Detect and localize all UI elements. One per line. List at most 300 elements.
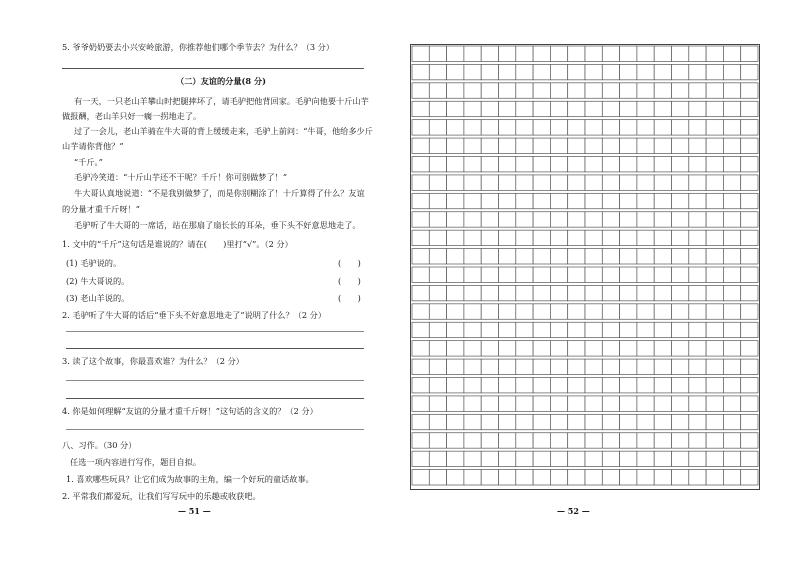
grid-cell xyxy=(550,285,567,300)
grid-cell xyxy=(585,120,602,135)
grid-cell xyxy=(654,322,671,337)
grid-cell xyxy=(723,322,740,337)
grid-cell xyxy=(533,304,550,319)
grid-cell xyxy=(516,267,533,282)
grid-cell xyxy=(516,396,533,411)
grid-cell xyxy=(464,341,481,356)
grid-cell xyxy=(464,120,481,135)
grid-cell xyxy=(499,120,516,135)
grid-cell xyxy=(429,101,446,116)
grid-cell xyxy=(585,230,602,245)
grid-cell xyxy=(464,414,481,429)
writing-grid xyxy=(410,44,760,490)
grid-cell xyxy=(741,193,758,208)
grid-cell xyxy=(654,396,671,411)
q1-option-2: (2) 牛大哥说的。 xyxy=(66,276,130,286)
grid-cell xyxy=(412,83,429,98)
grid-cell xyxy=(550,230,567,245)
grid-cell xyxy=(481,414,498,429)
grid-cell xyxy=(429,396,446,411)
section-8-title: 八、习作。（30 分） xyxy=(62,440,137,450)
grid-cell xyxy=(481,304,498,319)
grid-cell xyxy=(723,267,740,282)
grid-cell xyxy=(602,433,619,448)
grid-cell xyxy=(481,175,498,190)
grid-cell xyxy=(481,64,498,79)
grid-cell xyxy=(741,378,758,393)
grid-cell xyxy=(741,46,758,61)
grid-cell xyxy=(568,267,585,282)
grid-cell xyxy=(516,120,533,135)
grid-cell xyxy=(533,230,550,245)
grid-cell xyxy=(533,138,550,153)
grid-cell xyxy=(637,267,654,282)
grid-cell xyxy=(447,138,464,153)
grid-cell xyxy=(499,193,516,208)
grid-cell xyxy=(672,46,689,61)
grid-cell xyxy=(464,322,481,337)
passage-line: 有一天，一只老山羊攀山时把腿摔坏了，请毛驴把他背回家。毛驴向他要十斤山芋 xyxy=(74,96,369,106)
grid-cell xyxy=(412,230,429,245)
grid-cell xyxy=(706,414,723,429)
question-2: 2. 毛驴听了牛大哥的话后“垂下头不好意思地走了”说明了什么？（2 分） xyxy=(62,310,327,320)
grid-cell xyxy=(672,83,689,98)
grid-cell xyxy=(429,175,446,190)
grid-cell xyxy=(585,470,602,485)
grid-cell xyxy=(412,451,429,466)
grid-cell xyxy=(620,322,637,337)
grid-cell xyxy=(499,322,516,337)
grid-cell xyxy=(447,267,464,282)
grid-cell xyxy=(637,138,654,153)
grid-cell xyxy=(672,378,689,393)
grid-cell xyxy=(585,396,602,411)
grid-cell xyxy=(464,359,481,374)
grid-cell xyxy=(620,193,637,208)
page-number-right: — 52 — xyxy=(557,506,590,516)
passage-line: 的分量才重千斤呀！” xyxy=(62,204,140,214)
grid-cell xyxy=(447,396,464,411)
section-title: （二）友谊的分量(8 分) xyxy=(176,76,266,86)
grid-cell xyxy=(447,451,464,466)
grid-cell xyxy=(706,341,723,356)
grid-cell xyxy=(533,396,550,411)
grid-cell xyxy=(689,433,706,448)
grid-cell xyxy=(481,101,498,116)
grid-cell xyxy=(533,157,550,172)
grid-cell xyxy=(585,193,602,208)
grid-cell xyxy=(689,83,706,98)
grid-cell xyxy=(602,267,619,282)
grid-cell xyxy=(654,46,671,61)
grid-cell xyxy=(464,470,481,485)
grid-cell xyxy=(464,83,481,98)
grid-cell xyxy=(637,359,654,374)
grid-cell xyxy=(412,470,429,485)
grid-cell xyxy=(429,341,446,356)
section-8-item-1: 1. 喜欢哪些玩具？让它们成为故事的主角，编一个好玩的童话故事。 xyxy=(66,474,314,484)
grid-cell xyxy=(723,304,740,319)
grid-cell xyxy=(672,157,689,172)
grid-cell xyxy=(689,359,706,374)
grid-cell xyxy=(620,341,637,356)
grid-cell xyxy=(637,101,654,116)
grid-cell xyxy=(412,433,429,448)
grid-cell xyxy=(672,175,689,190)
grid-cell xyxy=(637,120,654,135)
grid-cell xyxy=(481,396,498,411)
grid-cell xyxy=(499,101,516,116)
grid-cell xyxy=(741,322,758,337)
grid-cell xyxy=(447,304,464,319)
grid-cell xyxy=(654,451,671,466)
grid-cell xyxy=(620,304,637,319)
grid-cell xyxy=(499,359,516,374)
grid-cell xyxy=(464,138,481,153)
grid-cell xyxy=(741,230,758,245)
grid-cell xyxy=(672,396,689,411)
grid-cell xyxy=(550,396,567,411)
grid-cell xyxy=(533,285,550,300)
grid-cell xyxy=(654,341,671,356)
grid-cell xyxy=(568,157,585,172)
grid-cell xyxy=(620,212,637,227)
grid-cell xyxy=(723,341,740,356)
grid-cell xyxy=(620,359,637,374)
grid-cell xyxy=(706,138,723,153)
grid-cell xyxy=(723,249,740,264)
grid-cell xyxy=(602,304,619,319)
grid-cell xyxy=(706,285,723,300)
grid-cell xyxy=(741,451,758,466)
grid-cell xyxy=(741,396,758,411)
grid-cell xyxy=(464,212,481,227)
grid-cell xyxy=(447,322,464,337)
grid-cell xyxy=(412,396,429,411)
grid-cell xyxy=(585,433,602,448)
grid-cell xyxy=(447,470,464,485)
grid-cell xyxy=(464,378,481,393)
grid-cell xyxy=(723,193,740,208)
grid-cell xyxy=(533,249,550,264)
grid-cell xyxy=(464,285,481,300)
grid-cell xyxy=(550,378,567,393)
grid-cell xyxy=(499,175,516,190)
grid-cell xyxy=(568,138,585,153)
grid-cell xyxy=(585,322,602,337)
grid-cell xyxy=(412,378,429,393)
grid-cell xyxy=(429,285,446,300)
grid-cell xyxy=(602,378,619,393)
grid-cell xyxy=(464,175,481,190)
grid-cell xyxy=(602,193,619,208)
grid-cell xyxy=(516,83,533,98)
grid-cell xyxy=(637,322,654,337)
grid-cell xyxy=(429,414,446,429)
grid-cell xyxy=(706,470,723,485)
grid-cell xyxy=(654,249,671,264)
grid-cell xyxy=(723,138,740,153)
grid-cell xyxy=(741,433,758,448)
grid-cell xyxy=(568,249,585,264)
grid-cell xyxy=(585,451,602,466)
grid-cell xyxy=(429,433,446,448)
grid-cell xyxy=(637,64,654,79)
grid-cell xyxy=(654,470,671,485)
grid-cell xyxy=(533,267,550,282)
grid-cell xyxy=(516,304,533,319)
grid-cell xyxy=(602,451,619,466)
grid-cell xyxy=(499,451,516,466)
grid-cell xyxy=(620,138,637,153)
grid-cell xyxy=(706,322,723,337)
grid-cell xyxy=(568,285,585,300)
grid-cell xyxy=(499,396,516,411)
grid-cell xyxy=(637,193,654,208)
grid-cell xyxy=(568,193,585,208)
grid-cell xyxy=(654,64,671,79)
answer-line xyxy=(66,398,364,399)
question-5: 5. 爷爷奶奶要去小兴安岭旅游，你推荐他们哪个季节去？为什么？（3 分） xyxy=(62,42,335,52)
grid-cell xyxy=(412,64,429,79)
grid-cell xyxy=(550,470,567,485)
grid-cell xyxy=(602,120,619,135)
grid-cell xyxy=(672,304,689,319)
grid-cell xyxy=(672,249,689,264)
grid-cell xyxy=(516,175,533,190)
grid-cell xyxy=(464,193,481,208)
grid-cell xyxy=(689,101,706,116)
grid-cell xyxy=(533,414,550,429)
grid-cell xyxy=(499,470,516,485)
grid-cell xyxy=(464,433,481,448)
grid-cell xyxy=(723,433,740,448)
grid-cell xyxy=(654,212,671,227)
grid-cell xyxy=(602,175,619,190)
grid-cell xyxy=(706,396,723,411)
grid-cell xyxy=(516,46,533,61)
grid-cell xyxy=(429,359,446,374)
grid-cell xyxy=(429,451,446,466)
grid-cell xyxy=(412,175,429,190)
grid-cell xyxy=(620,120,637,135)
grid-cell xyxy=(689,138,706,153)
grid-cell xyxy=(533,101,550,116)
grid-cell xyxy=(723,175,740,190)
grid-cell xyxy=(602,138,619,153)
grid-cell xyxy=(516,157,533,172)
grid-cell xyxy=(689,378,706,393)
grid-cell xyxy=(533,359,550,374)
grid-cell xyxy=(429,46,446,61)
grid-cell xyxy=(723,64,740,79)
grid-cell xyxy=(429,249,446,264)
grid-cell xyxy=(741,157,758,172)
grid-cell xyxy=(654,175,671,190)
grid-cell xyxy=(533,470,550,485)
grid-cell xyxy=(602,396,619,411)
grid-cell xyxy=(481,285,498,300)
grid-cell xyxy=(464,157,481,172)
grid-cell xyxy=(481,120,498,135)
grid-cell xyxy=(568,64,585,79)
grid-cell xyxy=(429,322,446,337)
grid-cell xyxy=(706,193,723,208)
grid-cell xyxy=(706,359,723,374)
grid-cell xyxy=(550,138,567,153)
grid-cell xyxy=(533,322,550,337)
grid-cell xyxy=(741,414,758,429)
grid-cell xyxy=(412,285,429,300)
grid-cell xyxy=(516,64,533,79)
grid-cell xyxy=(620,249,637,264)
grid-cell xyxy=(429,64,446,79)
answer-paren: ( ) xyxy=(338,293,361,303)
grid-cell xyxy=(620,101,637,116)
grid-cell xyxy=(637,396,654,411)
grid-cell xyxy=(447,101,464,116)
grid-cell xyxy=(516,451,533,466)
grid-cell xyxy=(706,451,723,466)
grid-cell xyxy=(412,212,429,227)
grid-cell xyxy=(620,157,637,172)
grid-cell xyxy=(429,120,446,135)
grid-cell xyxy=(516,101,533,116)
answer-line xyxy=(66,429,364,430)
grid-cell xyxy=(533,341,550,356)
grid-cell xyxy=(499,267,516,282)
grid-cell xyxy=(464,64,481,79)
grid-cell xyxy=(568,414,585,429)
section-8-intro: 任选一项内容进行写作，题目自拟。 xyxy=(70,457,202,467)
answer-line xyxy=(66,380,364,381)
grid-cell xyxy=(689,470,706,485)
grid-cell xyxy=(672,212,689,227)
passage-line: 牛大哥认真地说道：“不是我别做梦了，而是你别糊涂了！十斤算得了什么？友谊 xyxy=(74,188,365,198)
grid-cell xyxy=(533,451,550,466)
grid-cell xyxy=(499,285,516,300)
grid-cell xyxy=(706,120,723,135)
grid-cell xyxy=(585,212,602,227)
grid-cell xyxy=(481,230,498,245)
grid-cell xyxy=(516,414,533,429)
grid-cell xyxy=(654,193,671,208)
grid-cell xyxy=(620,396,637,411)
grid-cell xyxy=(481,138,498,153)
grid-cell xyxy=(412,359,429,374)
grid-cell xyxy=(412,120,429,135)
passage-line: “千斤。” xyxy=(74,157,103,167)
grid-cell xyxy=(654,359,671,374)
grid-cell xyxy=(585,341,602,356)
grid-cell xyxy=(499,138,516,153)
grid-cell xyxy=(654,138,671,153)
grid-cell xyxy=(585,267,602,282)
answer-line xyxy=(66,348,364,349)
grid-cell xyxy=(447,157,464,172)
grid-cell xyxy=(412,267,429,282)
grid-cell xyxy=(568,470,585,485)
grid-cell xyxy=(499,212,516,227)
q1-option-3: (3) 老山羊说的。 xyxy=(66,293,130,303)
grid-cell xyxy=(706,267,723,282)
grid-cell xyxy=(447,341,464,356)
grid-cell xyxy=(481,378,498,393)
grid-cell xyxy=(568,359,585,374)
grid-cell xyxy=(706,212,723,227)
grid-cell xyxy=(723,46,740,61)
grid-cell xyxy=(447,64,464,79)
section-8-item-2: 2. 平常我们都爱玩，让我们写写玩中的乐趣或收获吧。 xyxy=(62,491,261,501)
grid-cell xyxy=(672,101,689,116)
grid-cell xyxy=(620,470,637,485)
answer-paren: ( ) xyxy=(338,276,361,286)
grid-cell xyxy=(741,285,758,300)
grid-cell xyxy=(533,175,550,190)
grid-cell xyxy=(602,322,619,337)
grid-cell xyxy=(672,433,689,448)
grid-cell xyxy=(689,285,706,300)
grid-cell xyxy=(741,138,758,153)
grid-cell xyxy=(637,433,654,448)
grid-cell xyxy=(654,157,671,172)
grid-cell xyxy=(550,341,567,356)
grid-cell xyxy=(464,46,481,61)
grid-cell xyxy=(429,304,446,319)
grid-cell xyxy=(499,46,516,61)
grid-cell xyxy=(447,249,464,264)
grid-cell xyxy=(723,451,740,466)
grid-cell xyxy=(568,101,585,116)
grid-cell xyxy=(706,101,723,116)
grid-cell xyxy=(602,101,619,116)
grid-cell xyxy=(429,267,446,282)
grid-cell xyxy=(602,470,619,485)
grid-cell xyxy=(429,138,446,153)
grid-cell xyxy=(550,64,567,79)
grid-cell xyxy=(550,451,567,466)
grid-cell xyxy=(723,359,740,374)
grid-cell xyxy=(550,414,567,429)
grid-cell xyxy=(550,101,567,116)
grid-cell xyxy=(637,175,654,190)
grid-cell xyxy=(654,120,671,135)
grid-cell xyxy=(568,451,585,466)
grid-cell xyxy=(654,433,671,448)
grid-cell xyxy=(429,378,446,393)
grid-cell xyxy=(620,378,637,393)
grid-cell xyxy=(550,83,567,98)
grid-cell xyxy=(516,249,533,264)
grid-cell xyxy=(481,46,498,61)
grid-cell xyxy=(464,101,481,116)
grid-cell xyxy=(602,64,619,79)
grid-cell xyxy=(412,341,429,356)
grid-cell xyxy=(654,101,671,116)
grid-cell xyxy=(620,267,637,282)
grid-cell xyxy=(533,433,550,448)
grid-cell xyxy=(533,46,550,61)
passage-line: 做报酬，老山羊只好一瘸一拐地走了。 xyxy=(62,111,202,121)
grid-cell xyxy=(620,64,637,79)
grid-cell xyxy=(637,157,654,172)
answer-paren: ( ) xyxy=(338,258,361,268)
grid-cell xyxy=(689,414,706,429)
grid-cell xyxy=(620,175,637,190)
grid-cell xyxy=(516,230,533,245)
grid-cell xyxy=(585,378,602,393)
grid-cell xyxy=(637,285,654,300)
